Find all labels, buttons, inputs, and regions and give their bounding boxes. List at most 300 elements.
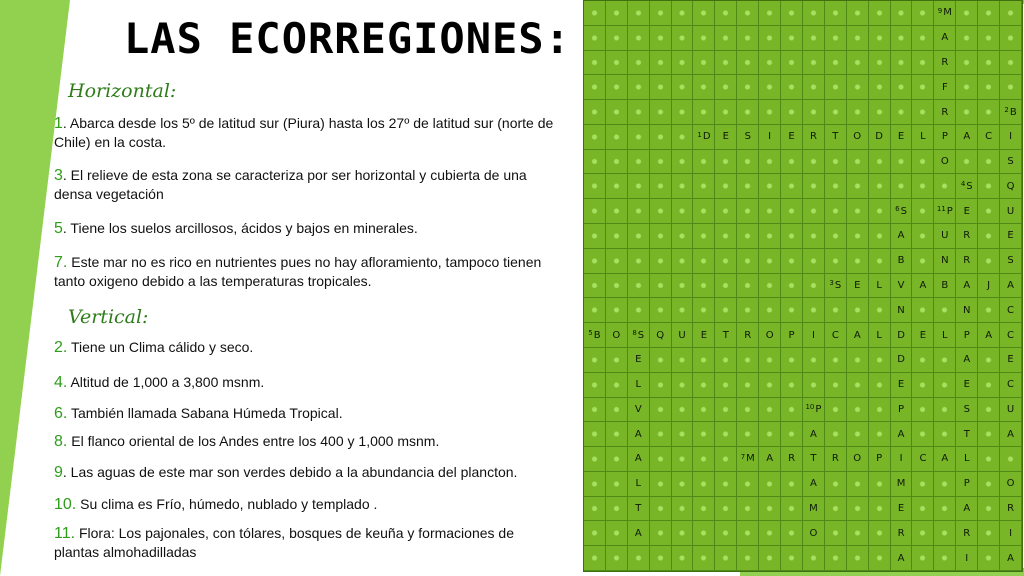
grid-empty-cell — [781, 75, 803, 100]
cell-letter: O — [1006, 478, 1015, 490]
grid-empty-cell — [891, 150, 913, 175]
grid-empty-cell — [737, 224, 759, 249]
cell-letter: Q — [1006, 180, 1015, 192]
clue-number: 9 — [54, 464, 63, 481]
grid-empty-cell — [956, 51, 978, 76]
grid-empty-cell — [781, 497, 803, 522]
grid-empty-cell — [715, 546, 737, 571]
clue-vertical-9 — [54, 463, 554, 482]
grid-letter-cell — [847, 125, 869, 150]
grid-empty-cell — [847, 521, 869, 546]
grid-empty-cell — [584, 125, 606, 150]
grid-empty-cell — [672, 521, 694, 546]
grid-empty-cell — [978, 199, 1000, 224]
cell-letter: E — [897, 503, 905, 515]
grid-empty-cell — [759, 1, 781, 26]
grid-empty-cell — [803, 100, 825, 125]
grid-empty-cell — [869, 174, 891, 199]
grid-empty-cell — [869, 51, 891, 76]
grid-empty-cell — [781, 199, 803, 224]
grid-empty-cell — [606, 26, 628, 51]
cell-number: 2 — [1004, 106, 1009, 115]
grid-empty-cell — [803, 298, 825, 323]
clue-vertical-8 — [54, 432, 554, 451]
grid-letter-cell — [628, 497, 650, 522]
grid-letter-cell — [628, 422, 650, 447]
cell-letter: A — [897, 230, 905, 242]
cell-letter: M — [943, 7, 952, 19]
grid-empty-cell — [672, 75, 694, 100]
grid-empty-cell — [759, 274, 781, 299]
clue-horizontal-1 — [54, 114, 554, 151]
grid-empty-cell — [584, 150, 606, 175]
grid-empty-cell — [912, 398, 934, 423]
cell-letter: C — [919, 453, 927, 465]
grid-empty-cell — [672, 1, 694, 26]
grid-empty-cell — [693, 174, 715, 199]
cell-letter: I — [1009, 527, 1013, 539]
clue-text: Flora: Los pajonales, con tólares, bosques de keuña y formaciones de plantas almohadilladas — [54, 525, 514, 560]
clue-vertical-2 — [54, 338, 554, 357]
cell-letter: A — [985, 329, 993, 341]
grid-empty-cell — [737, 75, 759, 100]
grid-empty-cell — [803, 150, 825, 175]
grid-letter-cell — [891, 546, 913, 571]
grid-empty-cell — [650, 497, 672, 522]
cell-letter: A — [634, 428, 642, 440]
grid-letter-cell — [891, 199, 913, 224]
grid-letter-cell — [628, 323, 650, 348]
grid-empty-cell — [650, 373, 672, 398]
grid-empty-cell — [672, 422, 694, 447]
grid-empty-cell — [606, 249, 628, 274]
grid-empty-cell — [672, 546, 694, 571]
grid-empty-cell — [869, 373, 891, 398]
grid-empty-cell — [693, 51, 715, 76]
cell-number: 1 — [697, 130, 702, 139]
grid-empty-cell — [825, 298, 847, 323]
grid-empty-cell — [781, 521, 803, 546]
grid-empty-cell — [978, 348, 1000, 373]
vertical-heading: Vertical: — [68, 306, 149, 328]
grid-letter-cell — [737, 125, 759, 150]
grid-empty-cell — [978, 521, 1000, 546]
grid-empty-cell — [847, 75, 869, 100]
grid-letter-cell — [956, 422, 978, 447]
grid-empty-cell — [869, 249, 891, 274]
grid-empty-cell — [672, 199, 694, 224]
cell-letter: R — [744, 329, 752, 341]
cell-letter: E — [700, 329, 708, 341]
grid-empty-cell — [737, 298, 759, 323]
grid-empty-cell — [693, 274, 715, 299]
cell-letter: E — [854, 279, 861, 291]
grid-empty-cell — [912, 497, 934, 522]
cell-letter: L — [635, 478, 642, 490]
grid-empty-cell — [650, 298, 672, 323]
grid-empty-cell — [628, 249, 650, 274]
cell-letter: O — [940, 156, 949, 168]
grid-letter-cell — [912, 274, 934, 299]
cell-letter: E — [635, 354, 642, 366]
grid-letter-cell — [781, 125, 803, 150]
grid-empty-cell — [759, 521, 781, 546]
clue-number: 3 — [54, 167, 63, 184]
cell-letter: E — [1007, 354, 1014, 366]
grid-empty-cell — [847, 348, 869, 373]
cell-number: 4 — [960, 180, 966, 189]
grid-letter-cell — [847, 323, 869, 348]
clue-text: . Abarca desde los 5º de latitud sur (Piura) hasta los 27º de latitud sur (norte de Chile) en la costa. — [54, 115, 554, 150]
grid-empty-cell — [869, 546, 891, 571]
grid-empty-cell — [650, 150, 672, 175]
grid-letter-cell — [1000, 497, 1022, 522]
grid-empty-cell — [584, 447, 606, 472]
grid-empty-cell — [825, 26, 847, 51]
grid-empty-cell — [912, 224, 934, 249]
cell-letter: V — [634, 403, 642, 415]
grid-letter-cell — [934, 100, 956, 125]
grid-empty-cell — [934, 373, 956, 398]
cell-letter: S — [834, 279, 842, 291]
grid-letter-cell — [891, 298, 913, 323]
grid-empty-cell — [693, 224, 715, 249]
grid-empty-cell — [693, 100, 715, 125]
cell-letter: P — [963, 329, 970, 341]
grid-empty-cell — [934, 546, 956, 571]
grid-empty-cell — [672, 348, 694, 373]
grid-empty-cell — [693, 26, 715, 51]
grid-empty-cell — [912, 298, 934, 323]
cell-letter: C — [831, 329, 839, 341]
cell-letter: N — [897, 304, 905, 316]
grid-letter-cell — [825, 274, 847, 299]
grid-empty-cell — [715, 100, 737, 125]
grid-empty-cell — [650, 26, 672, 51]
grid-empty-cell — [912, 174, 934, 199]
grid-empty-cell — [737, 398, 759, 423]
cell-letter: L — [876, 279, 882, 291]
grid-empty-cell — [825, 75, 847, 100]
grid-empty-cell — [672, 497, 694, 522]
grid-letter-cell — [584, 323, 606, 348]
cell-letter: A — [897, 428, 905, 440]
grid-letter-cell — [956, 398, 978, 423]
grid-empty-cell — [584, 422, 606, 447]
clue-text: . El relieve de esta zona se caracteriza por ser horizontal y cubierta de una densa vegetación — [54, 167, 527, 202]
grid-empty-cell — [978, 150, 1000, 175]
grid-empty-cell — [584, 1, 606, 26]
grid-empty-cell — [781, 26, 803, 51]
grid-empty-cell — [606, 348, 628, 373]
grid-letter-cell — [869, 447, 891, 472]
grid-empty-cell — [759, 497, 781, 522]
clue-text: . Tiene los suelos arcillosos, ácidos y bajos en minerales. — [62, 220, 418, 236]
grid-empty-cell — [759, 472, 781, 497]
grid-empty-cell — [584, 298, 606, 323]
grid-empty-cell — [781, 1, 803, 26]
grid-letter-cell — [956, 373, 978, 398]
grid-letter-cell — [1000, 373, 1022, 398]
grid-letter-cell — [628, 348, 650, 373]
grid-empty-cell — [672, 125, 694, 150]
grid-empty-cell — [825, 51, 847, 76]
clue-number: 5 — [54, 220, 63, 237]
cell-letter: S — [744, 131, 751, 143]
grid-empty-cell — [628, 150, 650, 175]
grid-letter-cell — [1000, 521, 1022, 546]
grid-empty-cell — [759, 199, 781, 224]
cell-letter: P — [788, 329, 795, 341]
grid-empty-cell — [891, 1, 913, 26]
grid-empty-cell — [803, 199, 825, 224]
cell-number: 3 — [829, 279, 834, 288]
grid-letter-cell — [978, 323, 1000, 348]
grid-letter-cell — [891, 274, 913, 299]
clue-number: 2. — [54, 339, 68, 356]
grid-empty-cell — [584, 174, 606, 199]
cell-letter: P — [963, 478, 970, 490]
grid-empty-cell — [584, 521, 606, 546]
grid-empty-cell — [584, 497, 606, 522]
grid-letter-cell — [847, 274, 869, 299]
clue-number: 6. — [54, 405, 68, 422]
grid-empty-cell — [737, 199, 759, 224]
grid-empty-cell — [715, 174, 737, 199]
grid-empty-cell — [869, 150, 891, 175]
grid-letter-cell — [1000, 422, 1022, 447]
cell-letter: E — [897, 379, 905, 391]
grid-letter-cell — [891, 447, 913, 472]
grid-empty-cell — [825, 249, 847, 274]
grid-letter-cell — [956, 323, 978, 348]
grid-empty-cell — [606, 546, 628, 571]
grid-letter-cell — [715, 323, 737, 348]
cell-letter: O — [809, 527, 818, 539]
grid-letter-cell — [956, 298, 978, 323]
grid-empty-cell — [825, 373, 847, 398]
grid-empty-cell — [628, 1, 650, 26]
cell-letter: S — [966, 180, 973, 192]
grid-empty-cell — [912, 26, 934, 51]
grid-empty-cell — [693, 348, 715, 373]
grid-letter-cell — [891, 323, 913, 348]
grid-letter-cell — [956, 447, 978, 472]
grid-empty-cell — [584, 373, 606, 398]
grid-letter-cell — [825, 323, 847, 348]
grid-empty-cell — [912, 348, 934, 373]
grid-empty-cell — [978, 26, 1000, 51]
grid-letter-cell — [1000, 348, 1022, 373]
cell-letter: D — [702, 131, 711, 143]
grid-empty-cell — [693, 398, 715, 423]
cell-number: 7 — [740, 452, 746, 461]
cell-letter: V — [897, 279, 905, 291]
grid-letter-cell — [1000, 398, 1022, 423]
grid-letter-cell — [1000, 224, 1022, 249]
cell-letter: P — [941, 131, 948, 143]
grid-empty-cell — [912, 373, 934, 398]
grid-letter-cell — [1000, 323, 1022, 348]
cell-letter: P — [946, 205, 953, 217]
grid-letter-cell — [869, 274, 891, 299]
grid-empty-cell — [606, 298, 628, 323]
grid-empty-cell — [847, 497, 869, 522]
grid-empty-cell — [628, 51, 650, 76]
grid-letter-cell — [934, 249, 956, 274]
grid-empty-cell — [759, 51, 781, 76]
cell-letter: R — [963, 230, 971, 242]
grid-empty-cell — [606, 199, 628, 224]
grid-empty-cell — [978, 398, 1000, 423]
cell-number: 6 — [895, 205, 900, 214]
grid-letter-cell — [715, 125, 737, 150]
grid-letter-cell — [781, 447, 803, 472]
cell-letter: C — [1007, 329, 1015, 341]
grid-empty-cell — [803, 373, 825, 398]
grid-empty-cell — [650, 1, 672, 26]
grid-empty-cell — [606, 125, 628, 150]
cell-letter: I — [899, 453, 903, 465]
grid-letter-cell — [628, 373, 650, 398]
grid-empty-cell — [584, 546, 606, 571]
grid-empty-cell — [847, 26, 869, 51]
cell-letter: A — [853, 329, 861, 341]
grid-empty-cell — [737, 26, 759, 51]
grid-empty-cell — [759, 298, 781, 323]
grid-empty-cell — [715, 75, 737, 100]
grid-letter-cell — [891, 348, 913, 373]
grid-empty-cell — [978, 422, 1000, 447]
grid-empty-cell — [781, 174, 803, 199]
grid-empty-cell — [847, 249, 869, 274]
grid-empty-cell — [891, 174, 913, 199]
grid-empty-cell — [672, 472, 694, 497]
grid-empty-cell — [672, 150, 694, 175]
grid-empty-cell — [781, 422, 803, 447]
grid-letter-cell — [803, 472, 825, 497]
grid-empty-cell — [847, 224, 869, 249]
clue-text: También llamada Sabana Húmeda Tropical. — [67, 405, 343, 421]
grid-empty-cell — [759, 249, 781, 274]
grid-empty-cell — [650, 546, 672, 571]
grid-empty-cell — [869, 1, 891, 26]
grid-empty-cell — [584, 75, 606, 100]
grid-empty-cell — [759, 546, 781, 571]
grid-empty-cell — [650, 125, 672, 150]
grid-letter-cell — [825, 447, 847, 472]
grid-empty-cell — [737, 546, 759, 571]
cell-letter: C — [1007, 379, 1015, 391]
cell-letter: I — [965, 552, 969, 564]
grid-letter-cell — [693, 125, 715, 150]
clue-text: . Las aguas de este mar son verdes debido a la abundancia del plancton. — [62, 464, 518, 480]
cell-letter: Q — [656, 329, 665, 341]
grid-empty-cell — [715, 497, 737, 522]
grid-empty-cell — [606, 274, 628, 299]
cell-letter: R — [963, 527, 971, 539]
cell-letter: U — [1006, 205, 1015, 217]
grid-empty-cell — [869, 26, 891, 51]
grid-empty-cell — [650, 398, 672, 423]
grid-empty-cell — [803, 26, 825, 51]
cell-letter: N — [941, 255, 949, 267]
grid-empty-cell — [650, 274, 672, 299]
grid-empty-cell — [759, 373, 781, 398]
grid-empty-cell — [650, 521, 672, 546]
cell-letter: E — [788, 131, 795, 143]
cell-letter: P — [815, 403, 822, 415]
clue-text: Tiene un Clima cálido y seco. — [67, 339, 254, 355]
clue-number: 8. — [54, 433, 68, 450]
grid-letter-cell — [934, 150, 956, 175]
clue-number: 4. — [54, 374, 68, 391]
grid-empty-cell — [825, 199, 847, 224]
cell-letter: C — [985, 131, 993, 143]
grid-letter-cell — [956, 274, 978, 299]
cell-letter: E — [963, 205, 970, 217]
grid-empty-cell — [934, 521, 956, 546]
cell-letter: P — [876, 453, 883, 465]
grid-empty-cell — [693, 546, 715, 571]
grid-empty-cell — [759, 100, 781, 125]
cell-letter: M — [809, 503, 818, 515]
grid-empty-cell — [628, 274, 650, 299]
grid-empty-cell — [628, 298, 650, 323]
grid-empty-cell — [781, 274, 803, 299]
cell-letter: T — [832, 131, 839, 143]
cell-letter: B — [897, 255, 905, 267]
grid-empty-cell — [869, 497, 891, 522]
grid-empty-cell — [606, 497, 628, 522]
grid-empty-cell — [912, 472, 934, 497]
grid-empty-cell — [781, 472, 803, 497]
grid-letter-cell — [934, 125, 956, 150]
grid-empty-cell — [672, 51, 694, 76]
grid-empty-cell — [584, 100, 606, 125]
cell-letter: P — [898, 403, 905, 415]
grid-empty-cell — [737, 174, 759, 199]
grid-empty-cell — [650, 100, 672, 125]
grid-empty-cell — [1000, 447, 1022, 472]
clue-number: 1 — [54, 115, 63, 132]
grid-empty-cell — [693, 1, 715, 26]
grid-empty-cell — [584, 199, 606, 224]
grid-letter-cell — [693, 323, 715, 348]
grid-letter-cell — [1000, 249, 1022, 274]
grid-empty-cell — [606, 224, 628, 249]
grid-empty-cell — [912, 51, 934, 76]
grid-empty-cell — [606, 398, 628, 423]
cell-letter: A — [897, 552, 905, 564]
grid-letter-cell — [1000, 125, 1022, 150]
cell-letter: C — [1007, 304, 1015, 316]
grid-empty-cell — [584, 224, 606, 249]
cell-number: 9 — [937, 6, 943, 15]
cell-letter: D — [875, 131, 883, 143]
grid-letter-cell — [737, 447, 759, 472]
cell-letter: L — [920, 131, 926, 143]
grid-empty-cell — [606, 447, 628, 472]
cell-letter: R — [809, 131, 817, 143]
grid-letter-cell — [803, 521, 825, 546]
grid-empty-cell — [584, 249, 606, 274]
grid-letter-cell — [1000, 472, 1022, 497]
cell-letter: A — [941, 453, 949, 465]
grid-empty-cell — [650, 75, 672, 100]
grid-empty-cell — [715, 472, 737, 497]
grid-letter-cell — [869, 323, 891, 348]
